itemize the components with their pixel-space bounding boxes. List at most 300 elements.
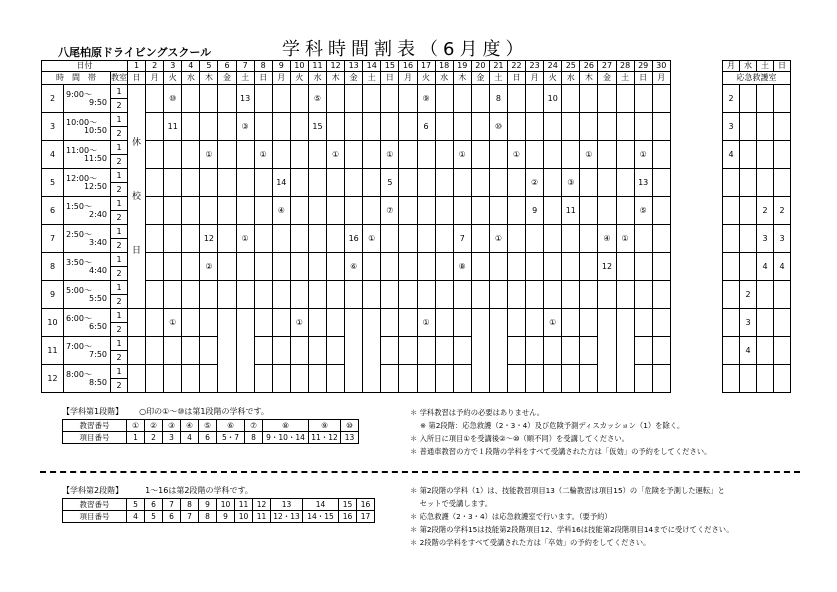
first-aid-timetable — [722, 60, 791, 393]
cell — [562, 113, 580, 141]
cell — [417, 225, 435, 253]
cell — [526, 337, 544, 365]
cell — [774, 85, 791, 113]
cell — [182, 225, 200, 253]
weekday: 金 — [598, 72, 616, 85]
cell — [182, 85, 200, 113]
cell — [363, 141, 381, 169]
time-range — [64, 281, 111, 309]
cell — [489, 281, 507, 309]
lesson-cell: ② — [200, 253, 218, 281]
day-number: 11 — [308, 61, 326, 72]
first-aid-cell: 3 — [774, 225, 791, 253]
day-number: 18 — [435, 61, 453, 72]
stage1-table — [62, 419, 359, 444]
item-number: 9 — [217, 511, 235, 523]
item-number: 8 — [199, 511, 217, 523]
cell — [254, 169, 272, 197]
first-aid-cell: 4 — [774, 253, 791, 281]
cell — [652, 141, 670, 169]
cell — [723, 253, 740, 281]
cell — [254, 309, 272, 337]
lesson-cell: 10 — [544, 85, 562, 113]
cell — [471, 225, 489, 253]
lesson-cell: ⑥ — [345, 253, 363, 281]
lesson-number: 16 — [357, 499, 375, 511]
lesson-cell: ① — [254, 141, 272, 169]
cell — [399, 85, 417, 113]
weekday: 水 — [182, 72, 200, 85]
cell — [634, 225, 652, 253]
cell — [182, 337, 200, 365]
cell — [774, 141, 791, 169]
weekday: 日 — [381, 72, 399, 85]
time-range — [64, 141, 111, 169]
room-number: 2 — [111, 239, 128, 253]
cell — [308, 253, 326, 281]
cell — [182, 141, 200, 169]
day-number: 2 — [146, 61, 164, 72]
room-number: 2 — [111, 295, 128, 309]
cell — [381, 365, 399, 393]
cell — [598, 169, 616, 197]
first-aid-cell: 4 — [757, 253, 774, 281]
cell — [327, 113, 345, 141]
cell — [381, 337, 399, 365]
cell — [182, 113, 200, 141]
room-number: 2 — [111, 351, 128, 365]
cell — [218, 141, 236, 169]
weekday: 木 — [453, 72, 471, 85]
cell — [308, 281, 326, 309]
timetable — [41, 60, 671, 393]
cell — [254, 197, 272, 225]
room-number: 1 — [111, 169, 128, 183]
note-line: ＊ 2段階の学科をすべて受講された方は「卒効」の予約をしてください。 — [410, 538, 651, 547]
cell — [399, 141, 417, 169]
cell — [723, 365, 740, 393]
closed-cell — [363, 309, 381, 393]
day-number: 6 — [218, 61, 236, 72]
cell — [723, 225, 740, 253]
first-aid-cell: 4 — [723, 141, 740, 169]
cell — [218, 225, 236, 253]
weekday: 木 — [327, 72, 345, 85]
cell — [308, 141, 326, 169]
cell — [471, 197, 489, 225]
cell — [435, 141, 453, 169]
time-range — [64, 253, 111, 281]
cell — [236, 197, 254, 225]
lesson-number: 7 — [163, 499, 181, 511]
lesson-number: 11 — [235, 499, 253, 511]
lesson-cell: ① — [453, 141, 471, 169]
cell — [435, 337, 453, 365]
cell — [757, 169, 774, 197]
cell — [435, 113, 453, 141]
cell — [345, 197, 363, 225]
weekday: 金 — [345, 72, 363, 85]
lesson-cell: 9 — [526, 197, 544, 225]
cell — [182, 365, 200, 393]
cell — [507, 169, 525, 197]
cell — [435, 225, 453, 253]
weekday: 土 — [236, 72, 254, 85]
lesson-cell: ④ — [598, 225, 616, 253]
lesson-cell: ⑤ — [634, 197, 652, 225]
lesson-cell: 6 — [417, 113, 435, 141]
first-aid-cell: 2 — [723, 85, 740, 113]
cell — [290, 169, 308, 197]
cell — [363, 253, 381, 281]
cell — [740, 253, 757, 281]
time-end: 7:50 — [89, 349, 107, 359]
time-end: 11:50 — [83, 153, 107, 163]
weekday: 火 — [290, 72, 308, 85]
cell — [634, 113, 652, 141]
cell — [327, 337, 345, 365]
day-number: 22 — [507, 61, 525, 72]
day-number: 19 — [453, 61, 471, 72]
cell — [327, 309, 345, 337]
lesson-number: 8 — [181, 499, 199, 511]
lesson-number: 9 — [199, 499, 217, 511]
cell — [182, 309, 200, 337]
lesson-cell: ⑧ — [453, 253, 471, 281]
cell — [327, 253, 345, 281]
item-number: 17 — [357, 511, 375, 523]
time-range — [64, 197, 111, 225]
cell — [272, 225, 290, 253]
cell — [652, 337, 670, 365]
side-weekday: 土 — [757, 61, 774, 72]
lesson-number: ③ — [163, 420, 181, 432]
cell — [580, 85, 598, 113]
cell — [290, 225, 308, 253]
cell — [562, 85, 580, 113]
room-number: 2 — [111, 155, 128, 169]
time-end: 2:40 — [89, 209, 107, 219]
day-number: 9 — [272, 61, 290, 72]
stage2-note: 1～16は第2段階の学科です。 — [145, 486, 253, 495]
cell — [526, 85, 544, 113]
cell — [580, 197, 598, 225]
weekday: 日 — [507, 72, 525, 85]
cell — [616, 197, 634, 225]
lesson-cell: 14 — [272, 169, 290, 197]
lesson-number-label: 教習番号 — [63, 420, 127, 432]
room-number: 2 — [111, 127, 128, 141]
time-start: 11:00～ — [66, 145, 98, 155]
lesson-cell: ① — [200, 141, 218, 169]
cell — [236, 253, 254, 281]
time-range — [64, 365, 111, 393]
lesson-cell: ① — [290, 309, 308, 337]
lesson-cell: 16 — [345, 225, 363, 253]
cell — [254, 253, 272, 281]
lesson-cell: ⑤ — [308, 85, 326, 113]
day-number: 17 — [417, 61, 435, 72]
cell — [128, 337, 146, 365]
cell — [598, 281, 616, 309]
day-number: 12 — [327, 61, 345, 72]
item-number-label: 項目番号 — [63, 511, 127, 523]
cell — [453, 169, 471, 197]
cell — [327, 225, 345, 253]
closed-cell — [616, 309, 634, 393]
cell — [381, 225, 399, 253]
cell — [345, 281, 363, 309]
cell — [399, 281, 417, 309]
cell — [200, 113, 218, 141]
cell — [182, 197, 200, 225]
cell — [381, 113, 399, 141]
weekday: 土 — [489, 72, 507, 85]
cell — [381, 85, 399, 113]
cell — [616, 253, 634, 281]
cell — [345, 141, 363, 169]
cell — [526, 113, 544, 141]
cell — [290, 281, 308, 309]
cell — [598, 141, 616, 169]
cell — [634, 253, 652, 281]
cell — [417, 141, 435, 169]
time-start: 7:00～ — [66, 341, 92, 351]
cell — [471, 141, 489, 169]
weekday: 土 — [616, 72, 634, 85]
cell — [146, 113, 164, 141]
cell — [544, 113, 562, 141]
lesson-number: ⑩ — [341, 420, 359, 432]
cell — [164, 253, 182, 281]
room-number: 2 — [111, 379, 128, 393]
cell — [236, 169, 254, 197]
cell — [399, 169, 417, 197]
stage1-title: 【学科第1段階】 — [62, 407, 124, 416]
cell — [562, 253, 580, 281]
room-number: 2 — [111, 183, 128, 197]
cell — [598, 85, 616, 113]
cell — [507, 85, 525, 113]
cell — [544, 281, 562, 309]
cell — [757, 365, 774, 393]
item-number: 5・7 — [217, 432, 245, 444]
cell — [453, 281, 471, 309]
cell — [308, 197, 326, 225]
stage1-heading — [62, 406, 269, 417]
cell — [345, 113, 363, 141]
note-line: ＊ 応急救護（2・3・4）は応急救護室で行います。（要予約） — [410, 512, 612, 521]
closed-cell — [218, 309, 236, 393]
period-number: 4 — [42, 141, 64, 169]
time-range — [64, 337, 111, 365]
closed-cell — [489, 309, 507, 393]
cell — [146, 337, 164, 365]
weekday: 日 — [634, 72, 652, 85]
cell — [634, 85, 652, 113]
cell — [272, 365, 290, 393]
cell — [146, 169, 164, 197]
cell — [723, 197, 740, 225]
cell — [453, 85, 471, 113]
cell — [471, 281, 489, 309]
cell — [526, 253, 544, 281]
cell — [164, 197, 182, 225]
note-line: ＊ 入所日に項目①を受講後②～⑩（順不同）を受講してください。 — [410, 434, 629, 443]
cell — [308, 365, 326, 393]
cell — [634, 309, 652, 337]
cell — [526, 281, 544, 309]
cell — [453, 197, 471, 225]
lesson-cell: ① — [544, 309, 562, 337]
cell — [272, 309, 290, 337]
cell — [774, 281, 791, 309]
cell — [146, 281, 164, 309]
cell — [757, 281, 774, 309]
cell — [399, 113, 417, 141]
lesson-cell: ⑦ — [381, 197, 399, 225]
cell — [507, 225, 525, 253]
closed-cell — [345, 309, 363, 393]
room-header: 教室 — [111, 72, 128, 85]
lesson-cell: ⑩ — [489, 113, 507, 141]
lesson-number: 10 — [217, 499, 235, 511]
stage2-title: 【学科第2段階】 — [62, 486, 124, 495]
weekday: 月 — [272, 72, 290, 85]
cell — [200, 85, 218, 113]
item-number: 13 — [341, 432, 359, 444]
day-number: 29 — [634, 61, 652, 72]
cell — [740, 225, 757, 253]
lesson-cell: ① — [580, 141, 598, 169]
weekday: 金 — [471, 72, 489, 85]
cell — [200, 197, 218, 225]
cell — [417, 281, 435, 309]
date-header: 日付 — [42, 61, 128, 72]
cell — [526, 141, 544, 169]
first-aid-cell: 2 — [740, 281, 757, 309]
cell — [327, 169, 345, 197]
lesson-cell: 11 — [164, 113, 182, 141]
day-number: 30 — [652, 61, 670, 72]
item-number: 14・15 — [303, 511, 339, 523]
cell — [164, 141, 182, 169]
weekday: 木 — [580, 72, 598, 85]
cell — [471, 113, 489, 141]
cell — [544, 225, 562, 253]
note-line: ※ 第2段階：応急救護（2・3・4）及び危険予測ディスカッション（1）を除く。 — [420, 421, 685, 430]
lesson-number: 15 — [339, 499, 357, 511]
item-number: 12・13 — [271, 511, 303, 523]
cell — [363, 197, 381, 225]
cell — [453, 365, 471, 393]
cell — [652, 281, 670, 309]
cell — [381, 253, 399, 281]
item-number: 6 — [199, 432, 217, 444]
lesson-number-label: 教習番号 — [63, 499, 127, 511]
room-number: 2 — [111, 323, 128, 337]
cell — [435, 197, 453, 225]
cell — [471, 85, 489, 113]
day-number: 16 — [399, 61, 417, 72]
room-number: 1 — [111, 365, 128, 379]
lesson-number: ② — [145, 420, 163, 432]
cell — [757, 85, 774, 113]
cell — [616, 85, 634, 113]
lesson-cell: ① — [616, 225, 634, 253]
cell — [453, 337, 471, 365]
cell — [218, 85, 236, 113]
cell — [290, 253, 308, 281]
cell — [345, 169, 363, 197]
school-name: 八尾柏原ドライビングスクール — [58, 46, 212, 59]
period-number: 8 — [42, 253, 64, 281]
period-number: 3 — [42, 113, 64, 141]
weekday: 火 — [417, 72, 435, 85]
cell — [182, 253, 200, 281]
room-number: 2 — [111, 267, 128, 281]
cell — [363, 85, 381, 113]
cell — [290, 337, 308, 365]
period-number: 12 — [42, 365, 64, 393]
day-number: 28 — [616, 61, 634, 72]
cell — [182, 169, 200, 197]
cell — [507, 281, 525, 309]
cell — [146, 309, 164, 337]
cell — [544, 253, 562, 281]
cell — [757, 309, 774, 337]
cell — [417, 197, 435, 225]
cell — [308, 225, 326, 253]
cell — [272, 113, 290, 141]
cell — [399, 365, 417, 393]
cell — [381, 309, 399, 337]
cell — [272, 85, 290, 113]
cell — [290, 197, 308, 225]
room-number: 1 — [111, 309, 128, 323]
cell — [580, 309, 598, 337]
cell — [526, 309, 544, 337]
cell — [146, 365, 164, 393]
cell — [254, 281, 272, 309]
cell — [580, 281, 598, 309]
cell — [723, 281, 740, 309]
time-start: 1:50～ — [66, 201, 92, 211]
item-number: 4 — [181, 432, 199, 444]
time-range — [64, 169, 111, 197]
cell — [580, 225, 598, 253]
cell — [507, 337, 525, 365]
time-end: 12:50 — [83, 181, 107, 191]
cell — [562, 337, 580, 365]
cell — [164, 365, 182, 393]
weekday: 火 — [164, 72, 182, 85]
item-number: 3 — [163, 432, 181, 444]
item-number: 6 — [163, 511, 181, 523]
lesson-number: ⑥ — [217, 420, 245, 432]
weekday: 月 — [652, 72, 670, 85]
side-weekday: 日 — [774, 61, 791, 72]
cell — [254, 337, 272, 365]
cell — [507, 197, 525, 225]
first-aid-cell: 3 — [723, 113, 740, 141]
day-number: 27 — [598, 61, 616, 72]
cell — [616, 169, 634, 197]
room-number: 1 — [111, 281, 128, 295]
day-number: 5 — [200, 61, 218, 72]
cell — [272, 281, 290, 309]
lesson-number: ⑤ — [199, 420, 217, 432]
